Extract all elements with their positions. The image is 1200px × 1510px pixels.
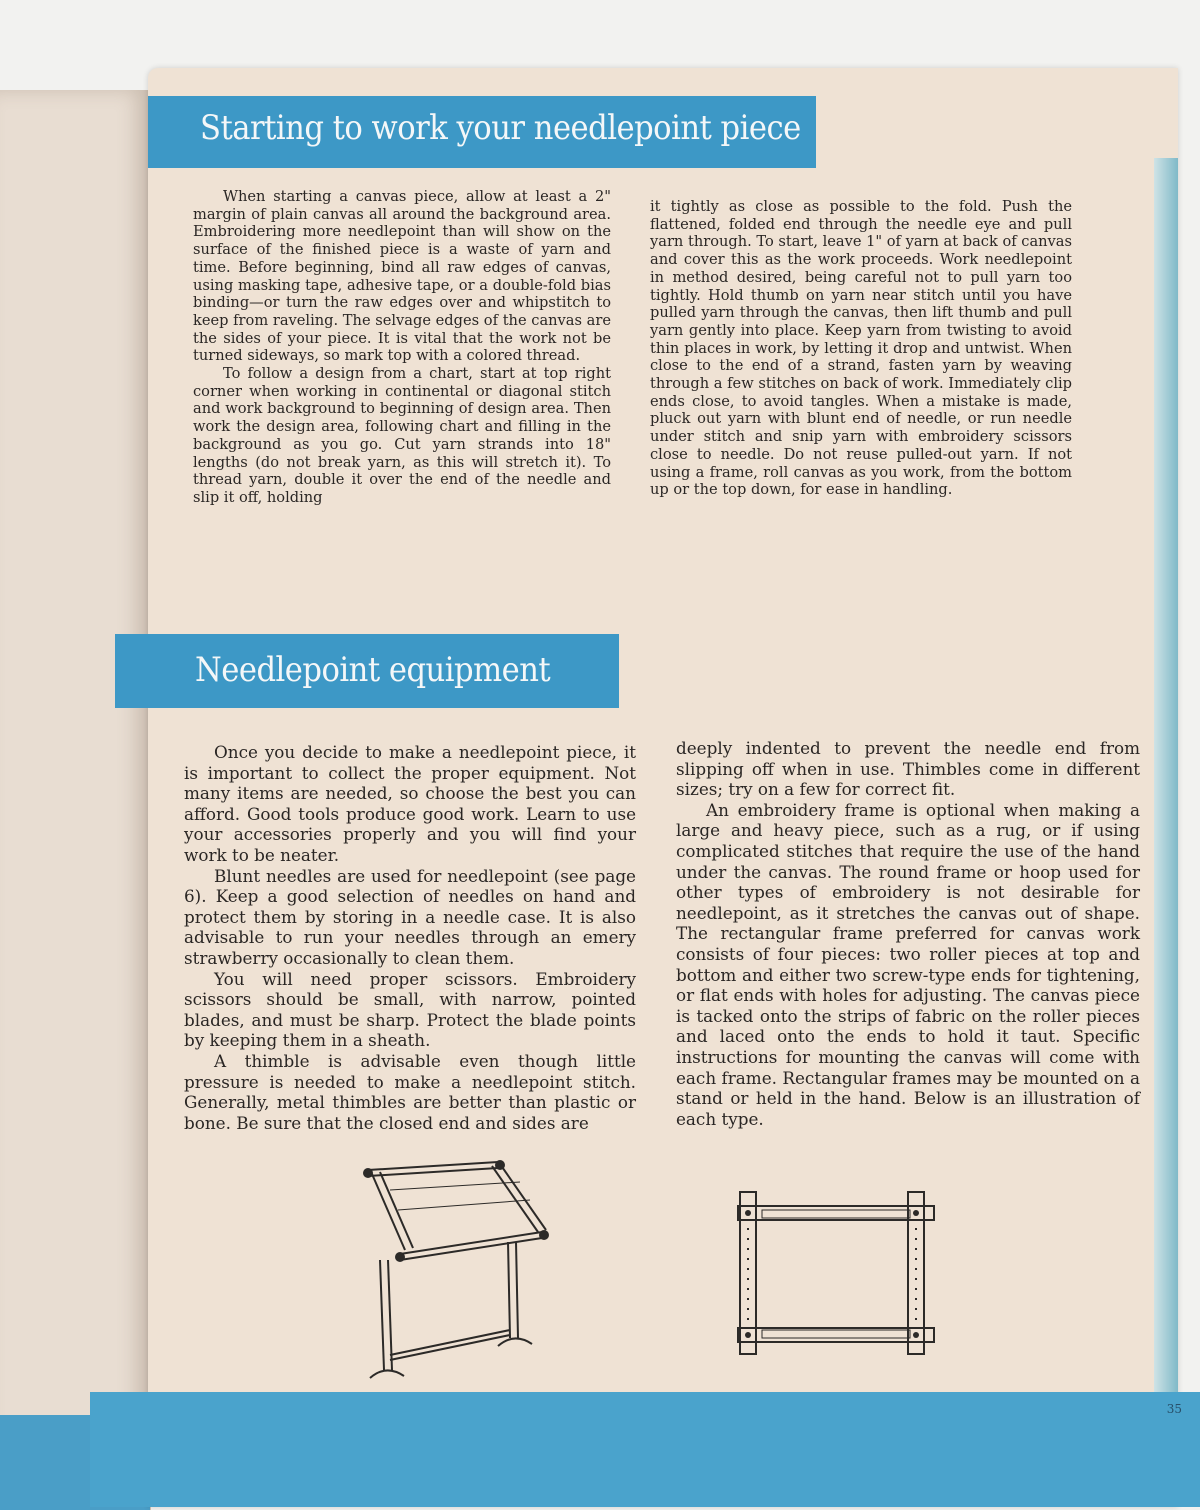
paragraph: An embroidery frame is optional when making a large and heavy piece, such as a rug, or if using complicated stitches that require the use of the hand under the canvas. The round frame or hoop used for other types of embroidery is not desirable for needlepoint, as it stretches the canvas out of shape. The rectangular frame preferred for canvas work consists of four pieces: two roller pieces at top and bottom and either two screw-type ends for tightening, or flat ends with holes for adjusting. The canvas piece is tacked onto the strips of fabric on the roller pieces and laced onto the ends to hold it taut. Specific instructions for mounting the canvas will come with each frame. Rectangular frames may be mounted on a stand or held in the hand. Below is an illustration of each type. [676,799,1140,1129]
paragraph: A thimble is advisable even though little pressure is needed to make a needlepoint stitch. Generally, metal thimbles are better than plastic or bone. Be sure that the closed end and sides are [184,1050,636,1133]
section-title-starting: Starting to work your needlepoint piece [200,108,801,148]
paragraph: Blunt needles are used for needlepoint (see page 6). Keep a good selection of needles on hand and protect them by storing in a needle case. It is also advisable to run your needles through an emery strawberry occasionally to clean them. [184,865,636,968]
floor-stand-frame-illustration [360,1150,550,1390]
left-page [0,90,151,1510]
bottom-color-band [90,1392,1200,1507]
starting-column-right [650,198,1072,499]
paragraph: You will need proper scissors. Embroidery scissors should be small, with narrow, pointed blades, and must be sharp. Protect the blade points by keeping them in a sheath. [184,968,636,1051]
paragraph: When starting a canvas piece, allow at least a 2" margin of plain canvas all around the background area. Embroidering more needlepoint than will show on the surface of the finished piece is a waste of yarn and time. Before beginning, bind all raw edges of canvas, using masking tape, adhesive tape, or a double-fold bias binding—or turn the raw edges over and whipstitch to keep from raveling. The selvage edges of the canvas are the sides of your piece. It is vital that the work not be turned sideways, so mark top with a colored thread. [193,188,611,365]
section-banner-starting [148,96,816,168]
starting-column-left [193,188,611,507]
paragraph: deeply indented to prevent the needle end from slipping off when in use. Thimbles come in different sizes; try on a few for correct fit. [676,738,1140,800]
hand-frame-illustration [732,1188,942,1358]
page-edge [1154,158,1178,1478]
equipment-column-right [676,738,1140,1129]
equipment-column-left [184,742,636,1133]
section-banner-equipment [115,634,619,708]
paragraph: To follow a design from a chart, start at top right corner when working in continental or diagonal stitch and work background to beginning of design area. Then work the design area, following chart and filling in the background as you go. Cut yarn strands into 18" lengths (do not break yarn, as this will stretch it). To thread yarn, double it over the end of the needle and slip it off, holding [193,365,611,506]
page-number: 35 [1166,1402,1182,1416]
paragraph: it tightly as close as possible to the fold. Push the flattened, folded end through the needle eye and pull yarn through. To start, leave 1" of yarn at back of canvas and cover this as the work proceeds. Work needlepoint in method desired, being careful not to pull yarn too tightly. Hold thumb on yarn near stitch until you have pulled yarn through the canvas, then lift thumb and pull yarn gently into place. Keep yarn from twisting to avoid thin places in work, by letting it drop and untwist. When close to the end of a strand, fasten yarn by weaving through a few stitches on back of work. Immediately clip ends close, to avoid tangles. When a mistake is made, pluck out yarn with blunt end of needle, or run needle under stitch and snip yarn with embroidery scissors close to needle. Do not reuse pulled-out yarn. If not using a frame, roll canvas as you work, from the bottom up or the top down, for ease in handling. [650,198,1072,499]
section-title-equipment: Needlepoint equipment [195,650,551,690]
paragraph: Once you decide to make a needlepoint piece, it is important to collect the proper equipment. Not many items are needed, so choose the best you can afford. Good tools produce good work. Learn to use your accessories properly and you will find your work to be neater. [184,742,636,865]
